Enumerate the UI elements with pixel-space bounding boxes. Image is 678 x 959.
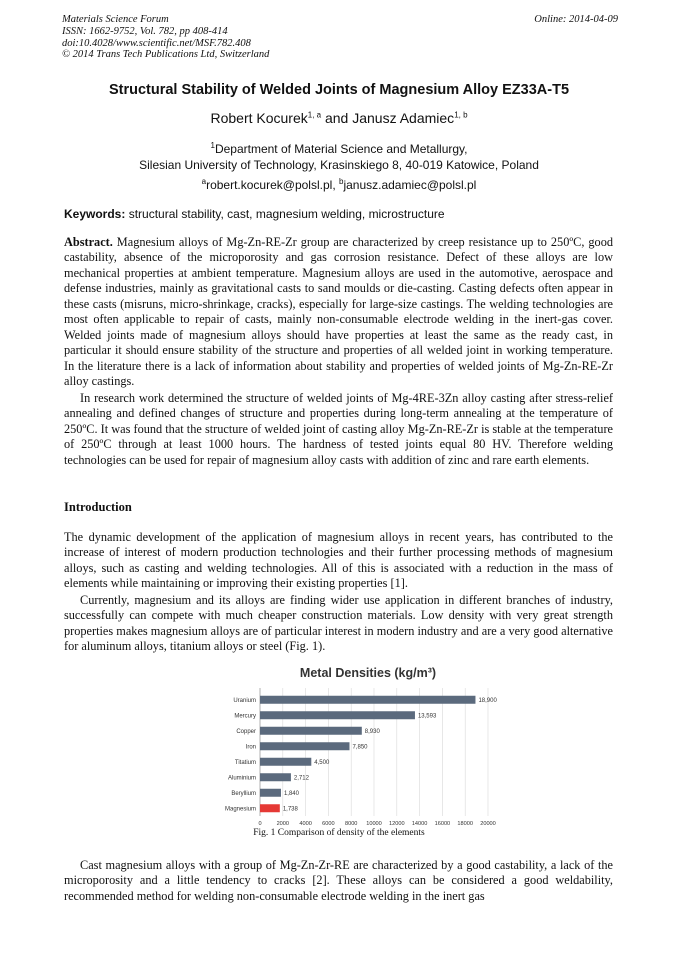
- bar-titatium: [260, 758, 311, 766]
- introduction-heading: Introduction: [64, 500, 132, 514]
- category-label: Aluminium: [227, 775, 256, 782]
- metal-densities-chart: [218, 660, 518, 840]
- x-tick-label: 14000: [411, 821, 428, 827]
- bar-beryllium: [260, 789, 281, 797]
- keywords-label: Keywords:: [64, 207, 126, 221]
- intro-paragraph-1: The dynamic development of the application of magnesium alloys in recent years, has contributed to the increase of interest of modern production technologies and their further processing methods of magnesium alloys, such as casting and welding technologies. All of this is associated with a reduction in the mass of elements while maintaining or improving their existing properties [1].: [64, 530, 613, 591]
- affiliation-line-2: Silesian University of Technology, Krasinskiego 8, 40-019 Katowice, Poland: [139, 158, 539, 172]
- bar-uranium: [260, 696, 475, 704]
- affiliation-dept: Department of Material Science and Metallurgy,: [214, 142, 468, 156]
- bar-aluminium: [260, 773, 291, 781]
- paper-title: Structural Stability of Welded Joints of Magnesium Alloy EZ33A-T5: [108, 82, 570, 98]
- x-tick-label: 4000: [299, 821, 312, 827]
- x-tick-label: 0: [258, 821, 262, 827]
- value-label: 1,738: [282, 806, 298, 813]
- value-label: 8,930: [364, 728, 380, 735]
- category-label: Beryllium: [231, 790, 256, 797]
- bar-magnesium: [260, 804, 280, 812]
- value-label: 7,850: [352, 744, 368, 751]
- email-b-sup: b: [338, 177, 344, 186]
- intro-paragraph-3: Cast magnesium alloys with a group of Mg-Zn-Zr-RE are characterized by a good castability, a lack of the microporosity and a little tendency to cracks [2]. These alloys can be considered a good weldability, recommended method for welding non-consumable electrode welding in the inert gas: [64, 858, 613, 903]
- x-tick-label: 8000: [344, 821, 358, 827]
- x-tick-label: 18000: [457, 821, 473, 827]
- issn: ISSN: 1662-9752, Vol. 782, pp 408-414: [62, 25, 228, 37]
- author-2-sup: 1, b: [454, 110, 468, 120]
- x-tick-label: 16000: [434, 821, 451, 827]
- value-label: 13,593: [417, 713, 437, 720]
- author-1-sup: 1, a: [307, 110, 322, 120]
- authors-and: and: [321, 110, 353, 126]
- doi: doi:10.4028/www.scientific.net/MSF.782.408: [62, 37, 251, 49]
- keywords: [64, 207, 445, 221]
- bar-copper: [260, 727, 362, 735]
- affiliation-line-1: [0, 142, 678, 156]
- email-a[interactable]: robert.kocurek@polsl.pl,: [206, 178, 339, 192]
- value-label: 2,712: [293, 775, 309, 782]
- email-b[interactable]: janusz.adamiec@polsl.pl: [343, 178, 477, 192]
- category-label: Iron: [245, 744, 256, 751]
- category-label: Magnesium: [224, 806, 256, 813]
- figure-caption: Fig. 1 Comparison of density of the elements: [253, 828, 425, 838]
- abstract-paragraph-2: In research work determined the structure of welded joints of Mg-4RE-3Zn alloy casting after stress-relief annealing and defined changes of structure and properties during long-term annealing at the temperature of 250ºC. It was found that the structure of welded joint of casting alloy Mg-Zn-RE-Zr is stable at the temperature of 250ºC through at least 1000 hours. The hardness of tested joints equal 80 HV. Therefore welding technologies can be used for repair of magnesium alloy casts with addition of zinc and rare earth elements.: [64, 391, 613, 467]
- value-label: 4,500: [314, 759, 330, 766]
- email-a-sup: a: [201, 177, 207, 186]
- category-label: Titatium: [234, 759, 256, 766]
- value-label: 18,900: [478, 697, 497, 704]
- keywords-text: structural stability, cast, magnesium welding, microstructure: [125, 207, 445, 221]
- journal-header: [62, 14, 618, 61]
- abstract-text-1: Magnesium alloys of Mg-Zn-RE-Zr group are characterized by creep resistance up to 250ºC, good castability, absence of the microporosity and gas corrosion resistance. Defect of these alloys are low mechanical properties at ambient temperature. Magnesium alloys are used in the automotive, aerospace and defense industries, mainly as gravitational casts to sand moulds or die-casting. Casting defects often appear in these casts (misruns, micro-shrinkage, cracks), especially for large-size castings. The welding technologies are most often applicable to repair of casts, mainly non-consumable electrode welding in the inert-gas cover. Welded joints made of magnesium alloys should have properties at least the same as the ready cast, in particular it should ensure stability of the structure and properties of all welded joint in working temperature. In the literature there is a lack of information about stability and properties of welded joints of Mg-Zn-RE-Zr alloy castings.: [64, 235, 613, 389]
- journal-name: Materials Science Forum: [62, 14, 169, 25]
- author-1: Robert Kocurek: [210, 110, 308, 126]
- bar-mercury: [260, 711, 415, 719]
- author-2: Janusz Adamiec: [352, 110, 455, 126]
- x-tick-label: 6000: [322, 821, 335, 827]
- bar-iron: [260, 742, 349, 750]
- x-tick-label: 20000: [480, 821, 496, 827]
- chart-title: Metal Densities (kg/m³): [299, 666, 437, 680]
- affiliation-sup: 1: [210, 141, 215, 150]
- value-label: 1,840: [283, 790, 299, 797]
- authors: [0, 110, 678, 126]
- category-label: Uranium: [233, 697, 256, 704]
- x-tick-label: 10000: [366, 821, 382, 827]
- x-tick-label: 2000: [276, 821, 290, 827]
- abstract-paragraph-1: [64, 235, 613, 390]
- emails: [0, 178, 678, 192]
- online-date: Online: 2014-04-09: [534, 14, 618, 25]
- intro-paragraph-2: Currently, magnesium and its alloys are finding wider use application in different branches of industry, successfully can compete with much cheaper construction materials. Low density with very great strength properties makes magnesium alloys are of particular interest in modern industry and are a very good alternative for aluminum alloys, titanium alloys or steel (Fig. 1).: [64, 593, 613, 654]
- copyright: © 2014 Trans Tech Publications Ltd, Switzerland: [62, 49, 270, 61]
- x-tick-label: 12000: [389, 821, 405, 827]
- abstract-label: Abstract.: [64, 235, 113, 249]
- category-label: Mercury: [234, 713, 256, 720]
- category-label: Copper: [236, 728, 256, 735]
